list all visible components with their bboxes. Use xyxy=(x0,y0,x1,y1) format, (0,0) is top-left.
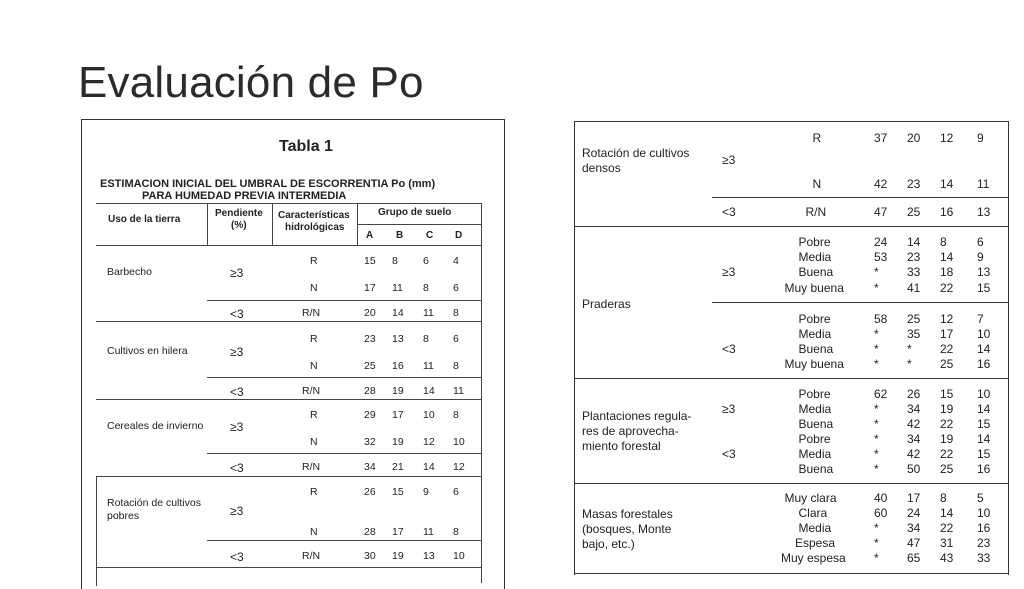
soil-group-value: * xyxy=(874,402,879,416)
soil-group-value: 34 xyxy=(907,402,921,416)
hydrologic-char: Muy buena xyxy=(784,357,844,371)
soil-group-value: 65 xyxy=(907,551,921,565)
hydrologic-char: R/N xyxy=(302,550,321,562)
soil-group-value: 26 xyxy=(364,486,376,498)
hydrologic-char: Pobre xyxy=(798,312,831,326)
soil-group-value: 12 xyxy=(940,131,954,145)
group-c: C xyxy=(426,230,434,241)
hydrologic-char: N xyxy=(310,282,318,294)
soil-group-value: 50 xyxy=(907,462,921,476)
soil-group-value: 22 xyxy=(940,342,954,356)
hydrologic-char: Pobre xyxy=(798,432,831,446)
hydrologic-char: R xyxy=(310,409,318,421)
hydrologic-char: Espesa xyxy=(795,536,836,550)
right-table-scan xyxy=(574,119,1010,589)
soil-group-value: 14 xyxy=(423,461,435,473)
soil-group-value: 40 xyxy=(874,491,888,505)
slope-value: <3 xyxy=(722,447,736,461)
soil-group-value: 6 xyxy=(453,486,459,498)
hydrologic-char: Pobre xyxy=(798,235,831,249)
soil-group-value: * xyxy=(874,327,879,341)
soil-group-value: 37 xyxy=(874,131,888,145)
soil-group-value: 33 xyxy=(907,265,921,279)
soil-group-value: 14 xyxy=(977,402,991,416)
soil-group-value: 10 xyxy=(977,506,991,520)
soil-group-value: 24 xyxy=(907,506,921,520)
soil-group-value: 8 xyxy=(453,307,459,319)
soil-group-value: 11 xyxy=(423,360,434,372)
soil-group-value: 23 xyxy=(907,177,921,191)
soil-group-value: 12 xyxy=(940,312,954,326)
slope-value: ≥3 xyxy=(722,265,736,279)
soil-group-value: 19 xyxy=(940,402,954,416)
soil-group-value: 15 xyxy=(977,281,991,295)
soil-group-value: 34 xyxy=(907,521,921,535)
slope-value: ≥3 xyxy=(230,266,244,280)
hydrologic-char: Media xyxy=(798,447,832,461)
left-table-scan xyxy=(81,119,505,589)
table-title: Tabla 1 xyxy=(279,138,333,155)
soil-group-value: * xyxy=(874,342,879,356)
soil-group-value: 32 xyxy=(364,436,376,448)
soil-group-value: 34 xyxy=(907,432,921,446)
col-header-slope-2: (%) xyxy=(231,220,247,231)
group-b: B xyxy=(396,230,404,241)
soil-group-value: 12 xyxy=(423,436,435,448)
soil-group-value: 6 xyxy=(453,282,459,294)
soil-group-value: 14 xyxy=(977,342,991,356)
soil-group-value: 14 xyxy=(940,177,954,191)
soil-group-value: 8 xyxy=(453,526,459,538)
hydrologic-char: Pobre xyxy=(798,387,831,401)
soil-group-value: 30 xyxy=(364,550,376,562)
hydrologic-char: Muy clara xyxy=(784,491,837,505)
hydrologic-char: Media xyxy=(798,327,832,341)
hydrologic-char: Media xyxy=(798,250,832,264)
soil-group-value: * xyxy=(874,551,879,565)
soil-group-value: 26 xyxy=(907,387,921,401)
hydrologic-char: N xyxy=(310,436,318,448)
soil-group-value: 16 xyxy=(940,205,954,219)
soil-group-value: 8 xyxy=(392,255,398,267)
hydrologic-char: Muy espesa xyxy=(781,551,846,565)
slope-value: ≥3 xyxy=(230,345,244,359)
slope-value: <3 xyxy=(230,307,244,321)
hydrologic-char: Buena xyxy=(798,462,834,476)
soil-group-value: 29 xyxy=(364,409,376,421)
land-use-label: densos xyxy=(582,161,621,175)
soil-group-value: 15 xyxy=(392,486,404,498)
hydrologic-char: Buena xyxy=(798,417,834,431)
soil-group-value: 25 xyxy=(364,360,376,372)
hydrologic-char: R/N xyxy=(302,385,321,397)
soil-group-value: 9 xyxy=(977,250,984,264)
soil-group-value: 14 xyxy=(940,250,954,264)
soil-group-value: 18 xyxy=(940,265,954,279)
soil-group-value: 20 xyxy=(364,307,376,319)
slope-value: <3 xyxy=(230,385,244,399)
soil-group-value: 15 xyxy=(977,447,991,461)
soil-group-value: 13 xyxy=(977,205,991,219)
land-use-label: miento forestal xyxy=(582,439,661,453)
slope-value: <3 xyxy=(230,461,244,475)
table-heading-line2: PARA HUMEDAD PREVIA INTERMEDIA xyxy=(142,190,347,202)
soil-group-value: * xyxy=(907,342,912,356)
soil-group-value: * xyxy=(874,536,879,550)
soil-group-value: 17 xyxy=(907,491,921,505)
land-use-label: res de aprovecha- xyxy=(582,424,679,438)
soil-group-value: 19 xyxy=(392,385,404,397)
soil-group-value: 22 xyxy=(940,447,954,461)
hydrologic-char: Media xyxy=(798,402,832,416)
slope-value: <3 xyxy=(722,205,736,219)
table-heading-line1: ESTIMACION INICIAL DEL UMBRAL DE ESCORRENTIA Po (mm) xyxy=(100,178,436,190)
soil-group-value: 47 xyxy=(874,205,888,219)
soil-group-value: 19 xyxy=(940,432,954,446)
col-header-char-2: hidrológicas xyxy=(285,222,345,233)
soil-group-value: 11 xyxy=(977,177,990,191)
soil-group-value: 15 xyxy=(364,255,376,267)
soil-group-value: 15 xyxy=(940,387,954,401)
soil-group-value: 62 xyxy=(874,387,888,401)
soil-group-value: 6 xyxy=(977,235,984,249)
group-a: A xyxy=(366,230,374,241)
soil-group-value: 23 xyxy=(907,250,921,264)
soil-group-value: 11 xyxy=(453,385,464,397)
soil-group-value: 23 xyxy=(977,536,991,550)
hydrologic-char: Media xyxy=(798,521,832,535)
soil-group-value: 8 xyxy=(940,235,947,249)
soil-group-value: 31 xyxy=(940,536,954,550)
soil-group-value: 15 xyxy=(977,417,991,431)
soil-group-value: 17 xyxy=(392,526,404,538)
soil-group-value: * xyxy=(874,432,879,446)
soil-group-value: 14 xyxy=(977,432,991,446)
land-use-label: Rotación de cultivos xyxy=(582,146,690,160)
soil-group-value: 10 xyxy=(423,409,435,421)
soil-group-value: 7 xyxy=(977,312,984,326)
soil-group-value: * xyxy=(874,521,879,535)
land-use-label: bajo, etc.) xyxy=(582,537,635,551)
soil-group-value: 25 xyxy=(907,312,921,326)
slide-title: Evaluación de Po xyxy=(78,58,424,107)
soil-group-value: 19 xyxy=(392,436,404,448)
soil-group-value: 10 xyxy=(977,387,991,401)
hydrologic-char: R xyxy=(310,333,318,345)
soil-group-value: 42 xyxy=(907,447,921,461)
soil-group-value: 9 xyxy=(977,131,984,145)
hydrologic-char: Buena xyxy=(798,342,834,356)
land-use-label: Praderas xyxy=(582,297,631,311)
col-header-char-1: Características xyxy=(278,210,350,221)
soil-group-value: 16 xyxy=(977,357,991,371)
slope-value: ≥3 xyxy=(722,153,736,167)
soil-group-value: * xyxy=(874,357,879,371)
slope-value: <3 xyxy=(722,342,736,356)
soil-group-value: 17 xyxy=(364,282,376,294)
soil-group-value: 10 xyxy=(977,327,991,341)
soil-group-value: 13 xyxy=(977,265,991,279)
col-header-group: Grupo de suelo xyxy=(378,207,452,218)
hydrologic-char: R/N xyxy=(805,205,827,219)
soil-group-value: 8 xyxy=(940,491,947,505)
land-use-label: Plantaciones regula- xyxy=(582,409,692,423)
land-use-label: Cultivos en hilera xyxy=(107,345,188,357)
hydrologic-char: R/N xyxy=(302,307,321,319)
soil-group-value: 11 xyxy=(423,307,434,319)
soil-group-value: 11 xyxy=(423,526,434,538)
soil-group-value: 16 xyxy=(392,360,404,372)
land-use-label: Masas forestales xyxy=(582,507,673,521)
soil-group-value: 17 xyxy=(940,327,954,341)
hydrologic-char: N xyxy=(310,360,318,372)
col-header-use: Uso de la tierra xyxy=(108,214,181,225)
soil-group-value: 25 xyxy=(907,205,921,219)
soil-group-value: 42 xyxy=(907,417,921,431)
hydrologic-char: R xyxy=(812,131,822,145)
soil-group-value: 11 xyxy=(392,282,403,294)
land-use-label: (bosques, Monte xyxy=(582,522,672,536)
soil-group-value: * xyxy=(907,357,912,371)
soil-group-value: 20 xyxy=(907,131,921,145)
soil-group-value: 5 xyxy=(977,491,984,505)
land-use-label: pobres xyxy=(107,510,140,522)
soil-group-value: 22 xyxy=(940,281,954,295)
soil-group-value: 33 xyxy=(977,551,991,565)
soil-group-value: 34 xyxy=(364,461,376,473)
soil-group-value: 28 xyxy=(364,526,376,538)
hydrologic-char: Muy buena xyxy=(784,281,844,295)
soil-group-value: * xyxy=(874,417,879,431)
soil-group-value: 60 xyxy=(874,506,888,520)
soil-group-value: 16 xyxy=(977,462,991,476)
hydrologic-char: R xyxy=(310,486,318,498)
soil-group-value: 14 xyxy=(392,307,404,319)
soil-group-value: 58 xyxy=(874,312,888,326)
soil-group-value: 17 xyxy=(392,409,404,421)
soil-group-value: 12 xyxy=(453,461,465,473)
hydrologic-char: R/N xyxy=(302,461,321,473)
col-header-slope-1: Pendiente xyxy=(215,208,263,219)
soil-group-value: 8 xyxy=(423,282,429,294)
soil-group-value: * xyxy=(874,265,879,279)
soil-group-value: * xyxy=(874,281,879,295)
hydrologic-char: N xyxy=(812,177,822,191)
soil-group-value: 22 xyxy=(940,417,954,431)
soil-group-value: 6 xyxy=(453,333,459,345)
soil-group-value: 9 xyxy=(423,486,429,498)
soil-group-value: 42 xyxy=(874,177,888,191)
hydrologic-char: Clara xyxy=(798,506,828,520)
soil-group-value: 10 xyxy=(453,436,465,448)
soil-group-value: 14 xyxy=(907,235,921,249)
soil-group-value: 43 xyxy=(940,551,954,565)
soil-group-value: 25 xyxy=(940,357,954,371)
soil-group-value: * xyxy=(874,447,879,461)
soil-group-value: 41 xyxy=(907,281,921,295)
hydrologic-char: R xyxy=(310,255,318,267)
soil-group-value: 13 xyxy=(423,550,435,562)
soil-group-value: * xyxy=(874,462,879,476)
soil-group-value: 28 xyxy=(364,385,376,397)
slope-value: <3 xyxy=(230,550,244,564)
group-d: D xyxy=(455,230,463,241)
slope-value: ≥3 xyxy=(230,420,244,434)
soil-group-value: 8 xyxy=(453,409,459,421)
soil-group-value: 6 xyxy=(423,255,429,267)
land-use-label: Barbecho xyxy=(107,266,152,278)
soil-group-value: 25 xyxy=(940,462,954,476)
soil-group-value: 22 xyxy=(940,521,954,535)
soil-group-value: 13 xyxy=(392,333,404,345)
land-use-label: Cereales de invierno xyxy=(107,420,204,432)
soil-group-value: 47 xyxy=(907,536,921,550)
soil-group-value: 8 xyxy=(453,360,459,372)
soil-group-value: 19 xyxy=(392,550,404,562)
soil-group-value: 21 xyxy=(392,461,404,473)
slope-value: ≥3 xyxy=(722,402,736,416)
soil-group-value: 14 xyxy=(423,385,435,397)
slope-value: ≥3 xyxy=(230,504,244,518)
soil-group-value: 14 xyxy=(940,506,954,520)
soil-group-value: 16 xyxy=(977,521,991,535)
hydrologic-char: N xyxy=(310,526,318,538)
land-use-label: Rotación de cultivos xyxy=(107,497,201,509)
soil-group-value: 4 xyxy=(453,255,459,267)
soil-group-value: 8 xyxy=(423,333,429,345)
soil-group-value: 53 xyxy=(874,250,888,264)
soil-group-value: 35 xyxy=(907,327,921,341)
soil-group-value: 23 xyxy=(364,333,376,345)
soil-group-value: 10 xyxy=(453,550,465,562)
soil-group-value: 24 xyxy=(874,235,888,249)
hydrologic-char: Buena xyxy=(798,265,834,279)
